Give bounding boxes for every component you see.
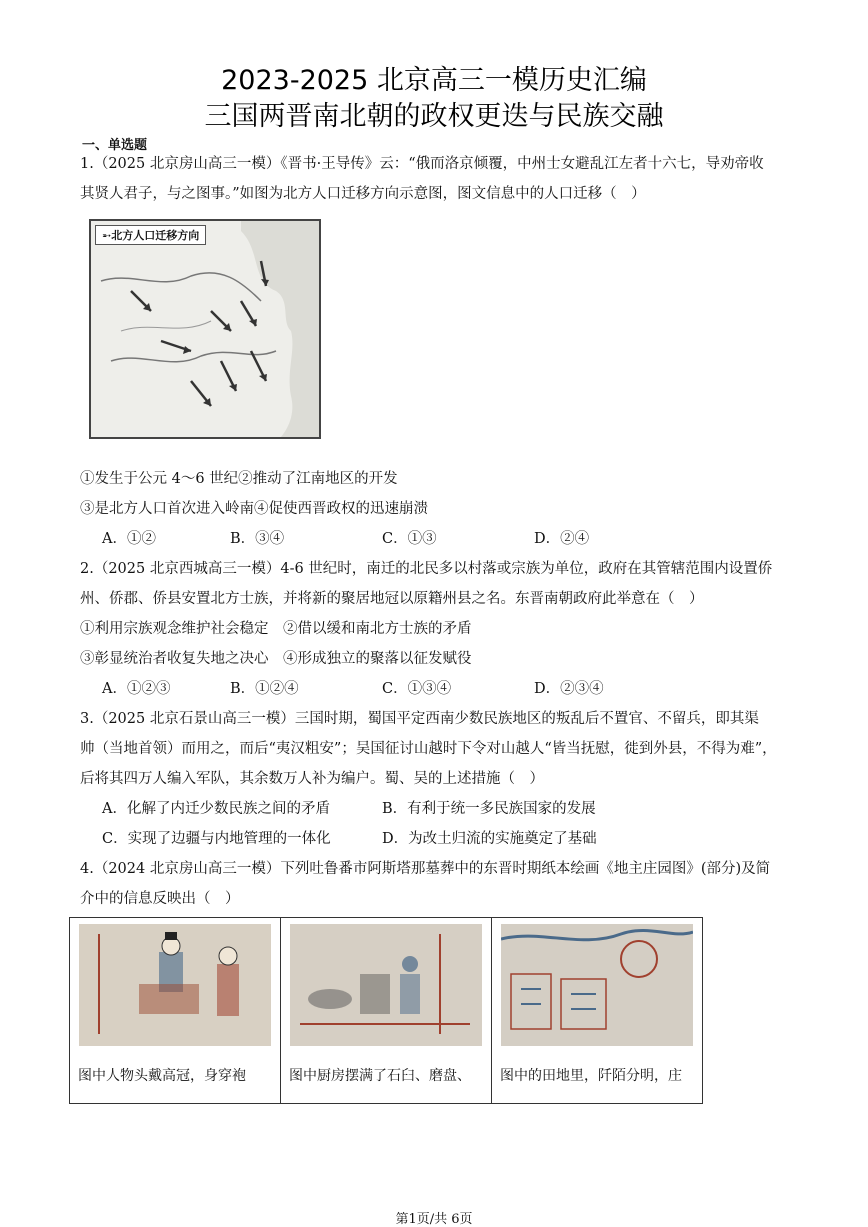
map-legend: ➵北方人口迁移方向 <box>95 225 206 245</box>
painting-cell-3 <box>492 918 703 1104</box>
q2-statement-1-2: ①利用宗族观念维护社会稳定 ②借以缓和南北方士族的矛盾 <box>80 621 472 637</box>
q4-stem-line2: 介中的信息反映出（ ） <box>80 891 240 907</box>
painting-caption-3: 图中的田地里，阡陌分明，庄 <box>500 1068 682 1084</box>
q3-option-d[interactable]: D．为改土归流的实施奠定了基础 <box>382 831 597 847</box>
painting-cell-2 <box>281 918 492 1104</box>
painting-image-fields <box>501 924 693 1046</box>
q4-stem-line1: 4.（2024 北京房山高三一模）下列吐鲁番市阿斯塔那墓葬中的东晋时期纸本绘画《地主庄园图》(部分)及简 <box>80 861 771 877</box>
q2-stem-line1: 2.（2025 北京西城高三一模）4-6 世纪时，南迁的北民多以村落或宗族为单位，政府在其管辖范围内设置侨 <box>80 561 773 577</box>
q1-option-b[interactable]: B．③④ <box>230 531 285 547</box>
map-drawing <box>91 221 319 437</box>
q3-option-a[interactable]: A．化解了内迁少数民族之间的矛盾 <box>102 801 330 817</box>
q2-statement-3-4: ③彰显统治者收复失地之决心 ④形成独立的聚落以征发赋役 <box>80 651 472 667</box>
page-footer: 第1页/共 6页 <box>395 1212 473 1227</box>
q1-option-d[interactable]: D．②④ <box>534 531 590 547</box>
q1-option-a[interactable]: A．①② <box>102 531 156 547</box>
painting-image-figures <box>79 924 271 1046</box>
q1-statement-1-2: ①发生于公元 4～6 世纪②推动了江南地区的开发 <box>80 471 398 487</box>
q2-option-c[interactable]: C．①③④ <box>382 681 452 697</box>
q1-stem-line1: 1.（2025 北京房山高三一模）《晋书·王导传》云：“俄而洛京倾覆，中州士女避乱江左者十六七，导劝帝收 <box>80 156 764 172</box>
painting-table <box>69 917 703 1104</box>
migration-map <box>89 219 321 439</box>
painting-cell-1 <box>70 918 281 1104</box>
q1-stem-line2: 其贤人君子，与之图事。”如图为北方人口迁移方向示意图，图文信息中的人口迁移（ ） <box>80 186 646 202</box>
q3-option-b[interactable]: B．有利于统一多民族国家的发展 <box>382 801 596 817</box>
q3-stem-line3: 后将其四万人编入军队，其余数万人补为编户。蜀、吴的上述措施（ ） <box>80 771 544 787</box>
q2-option-a[interactable]: A．①②③ <box>102 681 171 697</box>
q1-statement-3-4: ③是北方人口首次进入岭南④促使西晋政权的迅速崩溃 <box>80 501 428 517</box>
document-title-line2: 三国两晋南北朝的政权更迭与民族交融 <box>204 101 664 132</box>
painting-caption-1: 图中人物头戴高冠，身穿袍 <box>78 1068 246 1084</box>
q2-option-d[interactable]: D．②③④ <box>534 681 604 697</box>
painting-image-kitchen <box>290 924 482 1046</box>
q3-stem-line1: 3.（2025 北京石景山高三一模）三国时期，蜀国平定西南少数民族地区的叛乱后不置官、不留兵，即其渠 <box>80 711 759 727</box>
q2-stem-line2: 州、侨郡、侨县安置北方士族，并将新的聚居地冠以原籍州县之名。东晋南朝政府此举意在（ ） <box>80 591 704 607</box>
painting-caption-2: 图中厨房摆满了石臼、磨盘、 <box>289 1068 471 1084</box>
document-title-line1: 2023-2025 北京高三一模历史汇编 <box>221 65 647 96</box>
section-heading: 一、单选题 <box>82 138 148 153</box>
q3-stem-line2: 帅（当地首领）而用之，而后“夷汉粗安”；吴国征讨山越时下令对山越人“皆当抚慰，徙到外县，不得为难”， <box>80 741 777 757</box>
q2-option-b[interactable]: B．①②④ <box>230 681 299 697</box>
q3-option-c[interactable]: C．实现了边疆与内地管理的一体化 <box>102 831 331 847</box>
q1-option-c[interactable]: C．①③ <box>382 531 437 547</box>
